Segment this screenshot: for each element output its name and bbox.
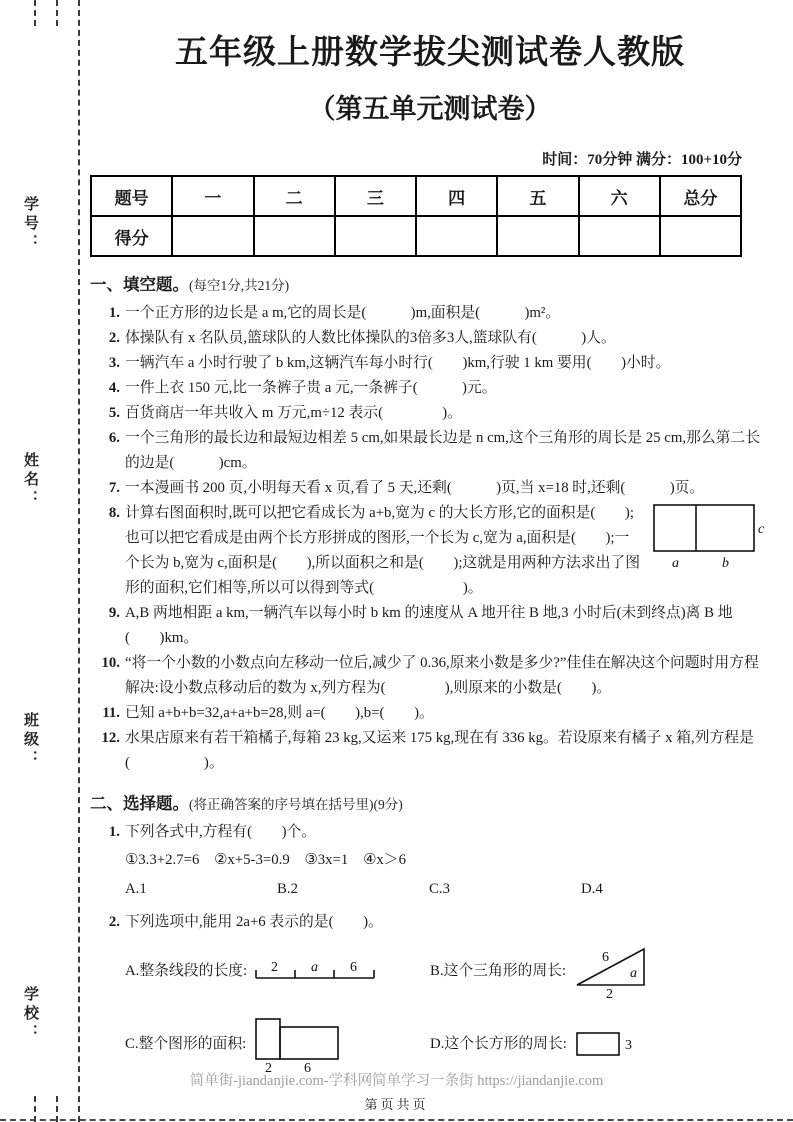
score-header-cell: 总分 [660,176,741,216]
score-table-header-row [91,176,741,216]
score-cell [579,216,660,256]
margin-tick [56,0,58,26]
class-label: 班级： [22,712,38,769]
question-text: 一个三角形的最长边和最短边相差 5 cm,如果最长边是 n cm,这个三角形的周长是 25 cm,那么第二长的边是( )cm。 [125,430,761,471]
option-c [125,1015,430,1073]
name-label: 姓名： [22,452,38,509]
question-number: 2. [108,914,120,930]
question-text: 百货商店一年共收入 m 万元,m÷12 表示( )。 [125,405,462,421]
fill-question-4 [90,376,770,401]
score-header-cell: 四 [416,176,497,216]
question-text: 下列各式中,方程有( )个。 [125,824,317,840]
fill-question-11 [90,701,770,726]
score-header-cell: 二 [254,176,335,216]
student-id-label: 学号： [22,196,38,253]
score-header-cell: 五 [497,176,578,216]
fill-question-1 [90,301,770,326]
question-number: 1. [108,305,120,321]
score-header-cell: 三 [335,176,416,216]
split-rectangle-diagram [652,503,768,582]
triangle-label-2: 2 [606,987,614,999]
fill-question-3 [90,351,770,376]
rectangle-diagram [575,1028,635,1060]
question-number: 12. [101,730,120,746]
question-text: 一辆汽车 a 小时行驶了 b km,这辆汽车每小时行( )km,行驶 1 km 要用( )小时。 [125,355,671,371]
section-note: (每空1分,共21分) [189,278,290,293]
figure-label-2: 2 [265,1061,273,1073]
fill-question-6 [90,426,770,476]
score-cell [497,216,578,256]
triangle-diagram [574,943,652,999]
question-body [125,910,770,1073]
triangle-label-6: 6 [602,950,610,965]
fill-section-heading [90,271,770,295]
option-b-label: B.这个三角形的周长: [430,962,567,979]
segment-label-a: a [311,960,319,975]
paper-content [90,0,770,1073]
question-number: 9. [108,605,120,621]
rectangle-label-3: 3 [624,1038,632,1053]
equation-items: ①3.3+2.7=6 ②x+5-3=0.9 ③3x=1 ④x＞6 [125,852,406,868]
score-cell [172,216,253,256]
time-limit-info: 时间：70分钟 满分：100+10分 [542,152,742,168]
answer-choices [125,877,770,902]
option-a-label: A.整条线段的长度: [125,962,248,979]
fill-question-12 [90,726,770,776]
question-number: 11. [102,705,120,721]
choice-question-2 [90,910,770,1073]
question-text: 一件上衣 150 元,比一条裤子贵 a 元,一条裤子( )元。 [125,380,497,396]
diagram-label-c: c [758,522,765,537]
seal-dashed-line [78,0,80,1122]
question-number: 2. [108,330,120,346]
score-cell [416,216,497,256]
score-table [90,175,742,257]
school-label: 学校： [22,986,38,1043]
question-number: 5. [108,405,120,421]
figure-label-6: 6 [304,1061,312,1073]
margin-tick [34,0,36,26]
option-d-label: D.这个长方形的周长: [430,1035,567,1052]
option-a [125,958,430,984]
question-text: “将一个小数的小数点向左移动一位后,减少了 0.36,原来小数是多少?”佳佳在解决这个问题时用方程解决:设小数点移动后的数为 x,列方程为( ),则原来的小数是( )。 [125,655,759,696]
paper-subtitle: （第五单元测试卷） [308,94,552,124]
question-number: 10. [101,655,120,671]
question-text-content: 计算右图面积时,既可以把它看成长为 a+b,宽为 c 的大长方形,它的面积是( );也可以把它看成是由两个长方形拼成的图形,一个长为 c,宽为 a,面积是( );一个长为 b,宽为 c,面积是( ),所以面积之和是( );这就是用两种方法求出了图形的面积,它们相等,所以可以得到等式( )。 [125,505,640,596]
question-text: 一个正方形的边长是 a m,它的周长是( )m,面积是( )m²。 [125,305,561,321]
fill-question-10 [90,651,770,701]
question-number: 8. [108,505,120,521]
question-text [125,501,770,601]
fill-question-8 [90,501,770,601]
option-diagrams [125,943,770,1073]
answer-choice-c: C.3 [429,881,450,897]
question-text: 一本漫画书 200 页,小明每天看 x 页,看了 5 天,还剩( )页,当 x=18 时,还剩( )页。 [125,480,705,496]
choice-section-heading [90,790,770,814]
triangle-label-a: a [630,966,638,981]
question-number: 6. [108,430,120,446]
question-text: 体操队有 x 名队员,篮球队的人数比体操队的3倍多3人,篮球队有( )人。 [125,330,616,346]
section-title: 二、选择题。 [90,794,189,813]
score-header-cell: 题号 [91,176,172,216]
answer-choice-d: D.4 [581,881,603,897]
fill-question-5 [90,401,770,426]
question-number: 3. [108,355,120,371]
page-number-footer: 第页共页 [364,1097,429,1112]
question-text: A,B 两地相距 a km,一辆汽车以每小时 b km 的速度从 A 地开往 B 地,3 小时后(未到终点)离 B 地( )km。 [125,605,733,646]
answer-choice-a: A.1 [125,881,147,897]
section-note: (将正确答案的序号填在括号里)(9分) [189,797,403,812]
question-text: 水果店原来有若干箱橘子,每箱 23 kg,又运来 175 kg,现在有 336 kg。若设原来有橘子 x 箱,列方程是( )。 [125,730,754,771]
question-number: 4. [108,380,120,396]
watermark-text: 简单街-jiandanjie.com-学科网简单学习一条街 https://jiandanjie.com [189,1073,604,1089]
composite-rectangle-diagram [254,1015,346,1073]
choice-question-1 [90,820,770,902]
question-number: 7. [108,480,120,496]
option-b [430,943,770,999]
bottom-dashed-line [0,1119,793,1121]
section-title: 一、填空题。 [90,275,189,294]
option-d [430,1028,770,1060]
paper-title: 五年级上册数学拔尖测试卷人教版 [175,35,685,71]
question-number: 1. [108,824,120,840]
fill-question-7 [90,476,770,501]
answer-choice-b: B.2 [277,881,298,897]
question-text: 下列选项中,能用 2a+6 表示的是( )。 [125,914,383,930]
fill-question-2 [90,326,770,351]
diagram-label-b: b [722,556,729,571]
question-body [125,820,770,902]
segment-label-2: 2 [271,960,279,975]
fill-question-9 [90,601,770,651]
line-segment-diagram [255,958,377,984]
score-cell [660,216,741,256]
score-table-score-row [91,216,741,256]
score-row-label: 得分 [91,216,172,256]
option-c-label: C.整个图形的面积: [125,1035,247,1052]
score-cell [254,216,335,256]
score-cell [335,216,416,256]
diagram-label-a: a [672,556,679,571]
score-header-cell: 六 [579,176,660,216]
question-text: 已知 a+b+b=32,a+a+b=28,则 a=( ),b=( )。 [125,705,434,721]
segment-label-6: 6 [350,960,358,975]
score-header-cell: 一 [172,176,253,216]
